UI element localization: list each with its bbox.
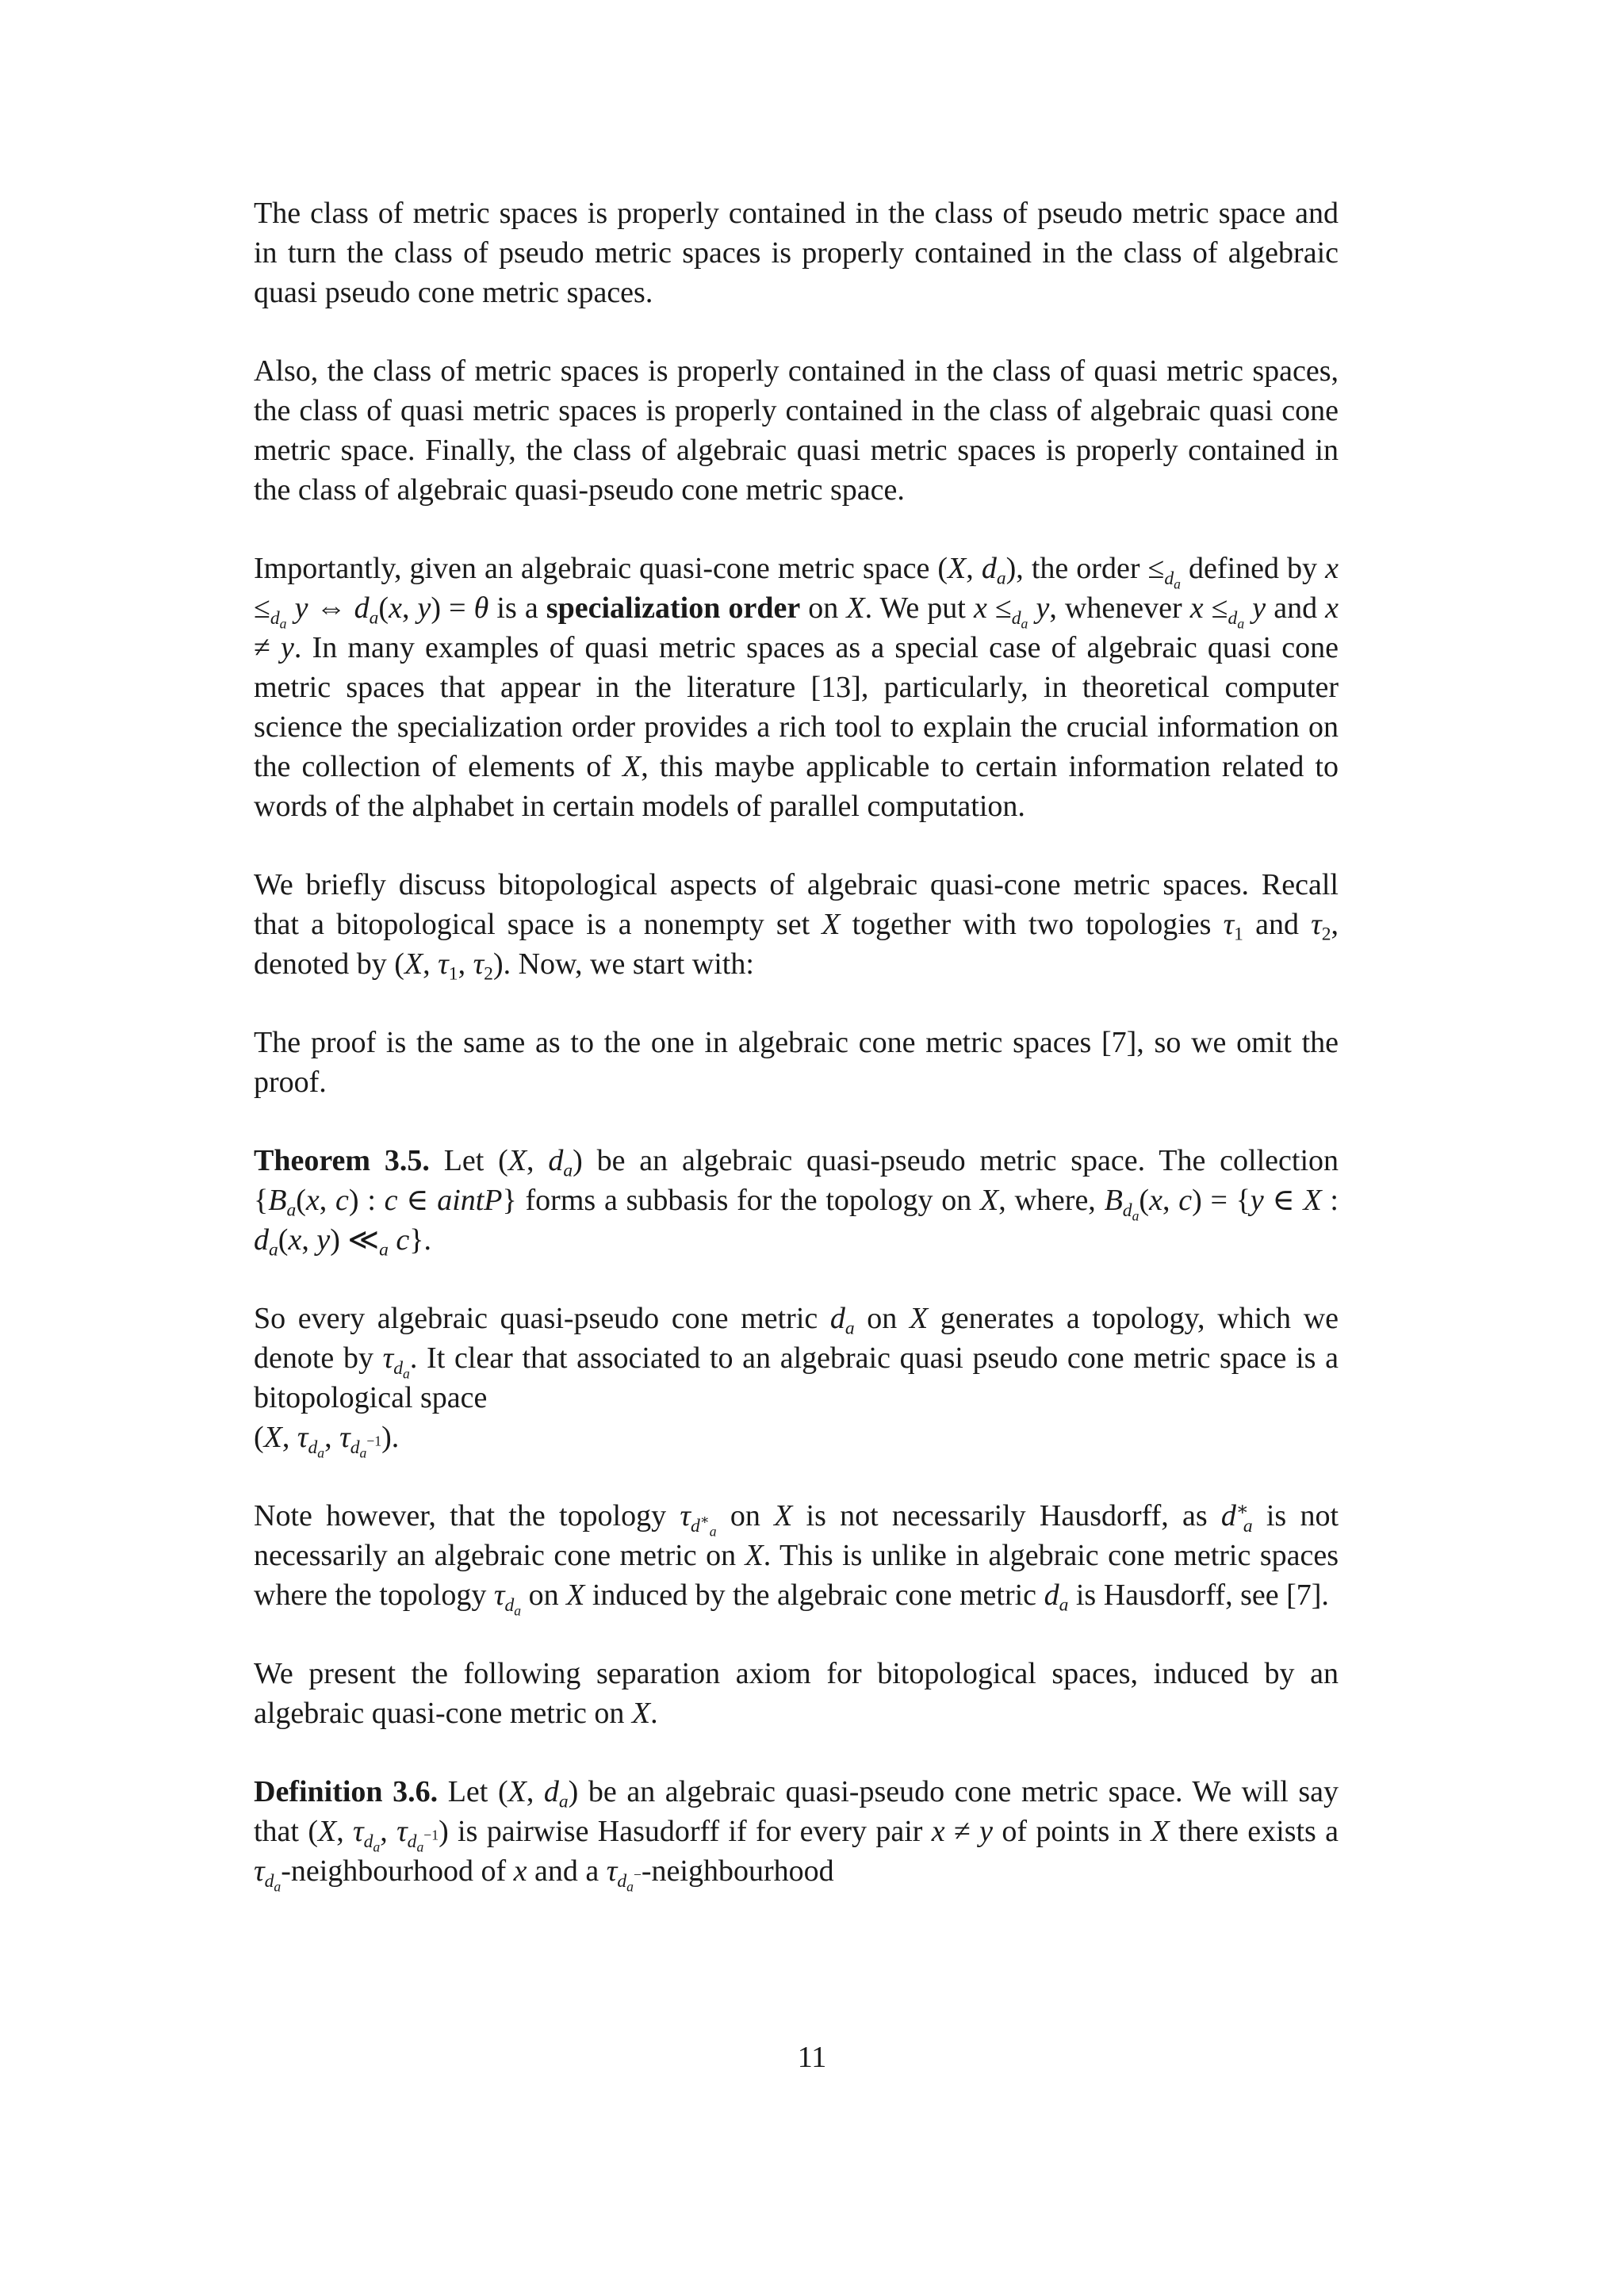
- theorem-label: Theorem 3.5.: [254, 1144, 430, 1177]
- paragraph-4: We briefly discuss bitopological aspects of algebraic quasi-cone metric spaces. Recall that a bitopological space is a nonempty set X together with two topologies $\tau_1$ and $\tau_2$, denoted by (X, $\tau_1$, $\tau_2$). Now, we start with:: [254, 868, 1339, 985]
- definition-label: Definition 3.6.: [254, 1775, 439, 1808]
- paragraph-6: So every algebraic quasi-pseudo cone metric $d_a$ on X generates a topology, which we denote by $\tau_{d_a}$. It clear that associated to an algebraic quasi pseudo cone metric space is a bitopological space (X, $\tau_{d_a}$, $\tau_{d_a^{-1}}$).: [254, 1302, 1339, 1461]
- page-body: [254, 193, 1339, 1930]
- paragraph-5: The proof is the same as to the one in algebraic cone metric spaces [7], so we omit the proof.: [254, 1026, 1339, 1099]
- paragraph-2: Also, the class of metric spaces is properly contained in the class of quasi metric spaces, the class of quasi metric spaces is properly contained in the class of algebraic quasi cone metric space. Finally, the class of algebraic quasi metric spaces is properly contained in the class of algebraic quasi-pseudo cone metric space.: [254, 354, 1339, 507]
- definition-3-6: Definition 3.6. Let (X, $d_a$) be an algebraic quasi-pseudo cone metric space. We will say that (X, $\tau_{d_a}$, $\tau_{d_a^{-1}}$) is pairwise Hasudorff if for every pair x ≠ y of points in X there exists a $\tau_{d_a}$-neighbourhood of x and a $\tau_{d_a^-}$-neighbourhood: [254, 1775, 1339, 1895]
- page-number: 11: [797, 2041, 827, 2074]
- paragraph-8: We present the following separation axiom for bitopological spaces, induced by an algebraic quasi-cone metric on X.: [254, 1657, 1339, 1730]
- paragraph-1: The class of metric spaces is properly contained in the class of pseudo metric space and in turn the class of pseudo metric spaces is properly contained in the class of algebraic quasi pseudo cone metric spaces.: [254, 197, 1339, 309]
- theorem-3-5: Theorem 3.5. Let (X, $d_a$) be an algebraic quasi-pseudo metric space. The collection {$B_a(x$, c) : c ∈ aintP} forms a subbasis for the topology on X, where, $B_{d_a}(x$, c) = {y ∈ X : $d_a(x$, y) $≪_a$ c}.: [254, 1144, 1339, 1261]
- paragraph-7: Note however, that the topology $\tau_{d^∗_a}$ on X is not necessarily Hausdorff, as $d^∗_a$ is not necessarily an algebraic cone metric on X. This is unlike in algebraic cone metric spaces where the topology $\tau_{d_a}$ on X induced by the algebraic cone metric $d_a$ is Hausdorff, see [7].: [254, 1499, 1339, 1619]
- specialization-order-term: specialization order: [546, 591, 801, 625]
- paragraph-3: Importantly, given an algebraic quasi-cone metric space (X, $d_a$), the order $\le_{d_a}$ defined by $x \le_{d_a}$ y ⇔ $d_a(x$, y) = θ is a specialization order on X. We put $x \le_{d_a}$ y, whenever $x \le_{d_a}$ y and x ≠ y. In many examples of quasi metric spaces as a special case of algebraic quasi cone metric spaces that appear in the literature [13], particularly, in theoretical computer science the specialization order provides a rich tool to explain the crucial information on the collection of elements of X, this maybe applicable to certain information related to words of the alphabet in certain models of parallel computation.: [254, 552, 1339, 823]
